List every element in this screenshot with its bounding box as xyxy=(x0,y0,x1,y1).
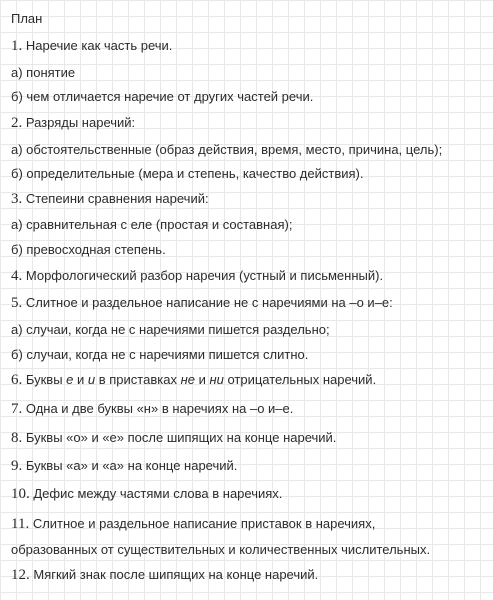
item-text: Слитное и раздельное написание приставок в наречиях, xyxy=(29,516,376,531)
plan-item-5 xyxy=(11,293,487,313)
plan-item-6 xyxy=(11,370,487,390)
plan-item-7 xyxy=(11,399,487,419)
item-number: 3. xyxy=(11,191,23,207)
plan-subitem-5a: а) случаи, когда не с наречиями пишется раздельно; xyxy=(11,322,330,337)
italic-prefix-ne: не xyxy=(180,372,195,387)
plan-item-9 xyxy=(11,456,487,476)
item-text-part: отрицательных наречий. xyxy=(223,372,377,387)
item-number: 4. xyxy=(11,268,23,284)
plan-item-10 xyxy=(11,484,487,504)
plan-item-2 xyxy=(11,113,487,133)
plan-subitem-3a: а) сравнительная с еле (простая и составная); xyxy=(11,217,293,232)
item-number: 11. xyxy=(11,516,30,532)
plan-title: План xyxy=(11,11,43,26)
plan-item-8 xyxy=(11,428,487,448)
item-number: 2. xyxy=(11,115,23,131)
item-text: Буквы «а» и «а» на конце наречий. xyxy=(22,458,238,473)
item-text: Наречие как часть речи. xyxy=(22,38,173,53)
plan-subitem-2a: а) обстоятельственные (образ действия, время, место, причина, цель); xyxy=(11,142,443,157)
italic-letter-i: и xyxy=(87,372,96,387)
item-text: Морфологический разбор наречия (устный и письменный). xyxy=(22,268,384,283)
item-text: Слитное и раздельное написание не с наречиями на –о и–е: xyxy=(22,295,393,310)
italic-prefix-ni: ни xyxy=(209,372,224,387)
item-text: Разряды наречий: xyxy=(22,115,136,130)
italic-letter-e: е xyxy=(66,372,74,387)
plan-subitem-1a: а) понятие xyxy=(11,65,76,80)
item-number: 9. xyxy=(11,458,23,474)
item-text-part: Буквы xyxy=(22,372,67,387)
item-text: Дефис между частями слова в наречиях. xyxy=(29,486,283,501)
item-text-part: и xyxy=(73,372,88,387)
item-number: 5. xyxy=(11,295,23,311)
item-number: 7. xyxy=(11,401,23,417)
plan-subitem-5b: б) случаи, когда не с наречиями пишется слитно. xyxy=(11,347,309,362)
item-text: Мягкий знак после шипящих на конце наречий. xyxy=(29,567,319,582)
item-number: 12. xyxy=(11,567,30,583)
item-text-part: и xyxy=(194,372,210,387)
plan-subitem-2b: б) определительные (мера и степень, качество действия). xyxy=(11,166,364,181)
plan-item-4 xyxy=(11,266,487,286)
plan-item-11-continuation: образованных от существительных и количественных числительных. xyxy=(11,542,431,557)
item-number: 1. xyxy=(11,38,23,54)
item-number: 8. xyxy=(11,430,23,446)
item-number: 10. xyxy=(11,486,30,502)
plan-item-3 xyxy=(11,189,487,209)
plan-item-1 xyxy=(11,36,487,56)
plan-item-12 xyxy=(11,565,487,585)
item-number: 6. xyxy=(11,372,23,388)
plan-item-11 xyxy=(11,514,487,534)
item-text: Одна и две буквы «н» в наречиях на –о и–е. xyxy=(22,401,294,416)
item-text: Степеини сравнения наречий: xyxy=(22,191,209,206)
item-text-part: в приставках xyxy=(95,372,181,387)
item-text: Буквы «о» и «е» после шипящих на конце наречий. xyxy=(22,430,337,445)
plan-subitem-3b: б) превосходная степень. xyxy=(11,242,166,257)
plan-subitem-1b: б) чем отличается наречие от других частей речи. xyxy=(11,89,314,104)
